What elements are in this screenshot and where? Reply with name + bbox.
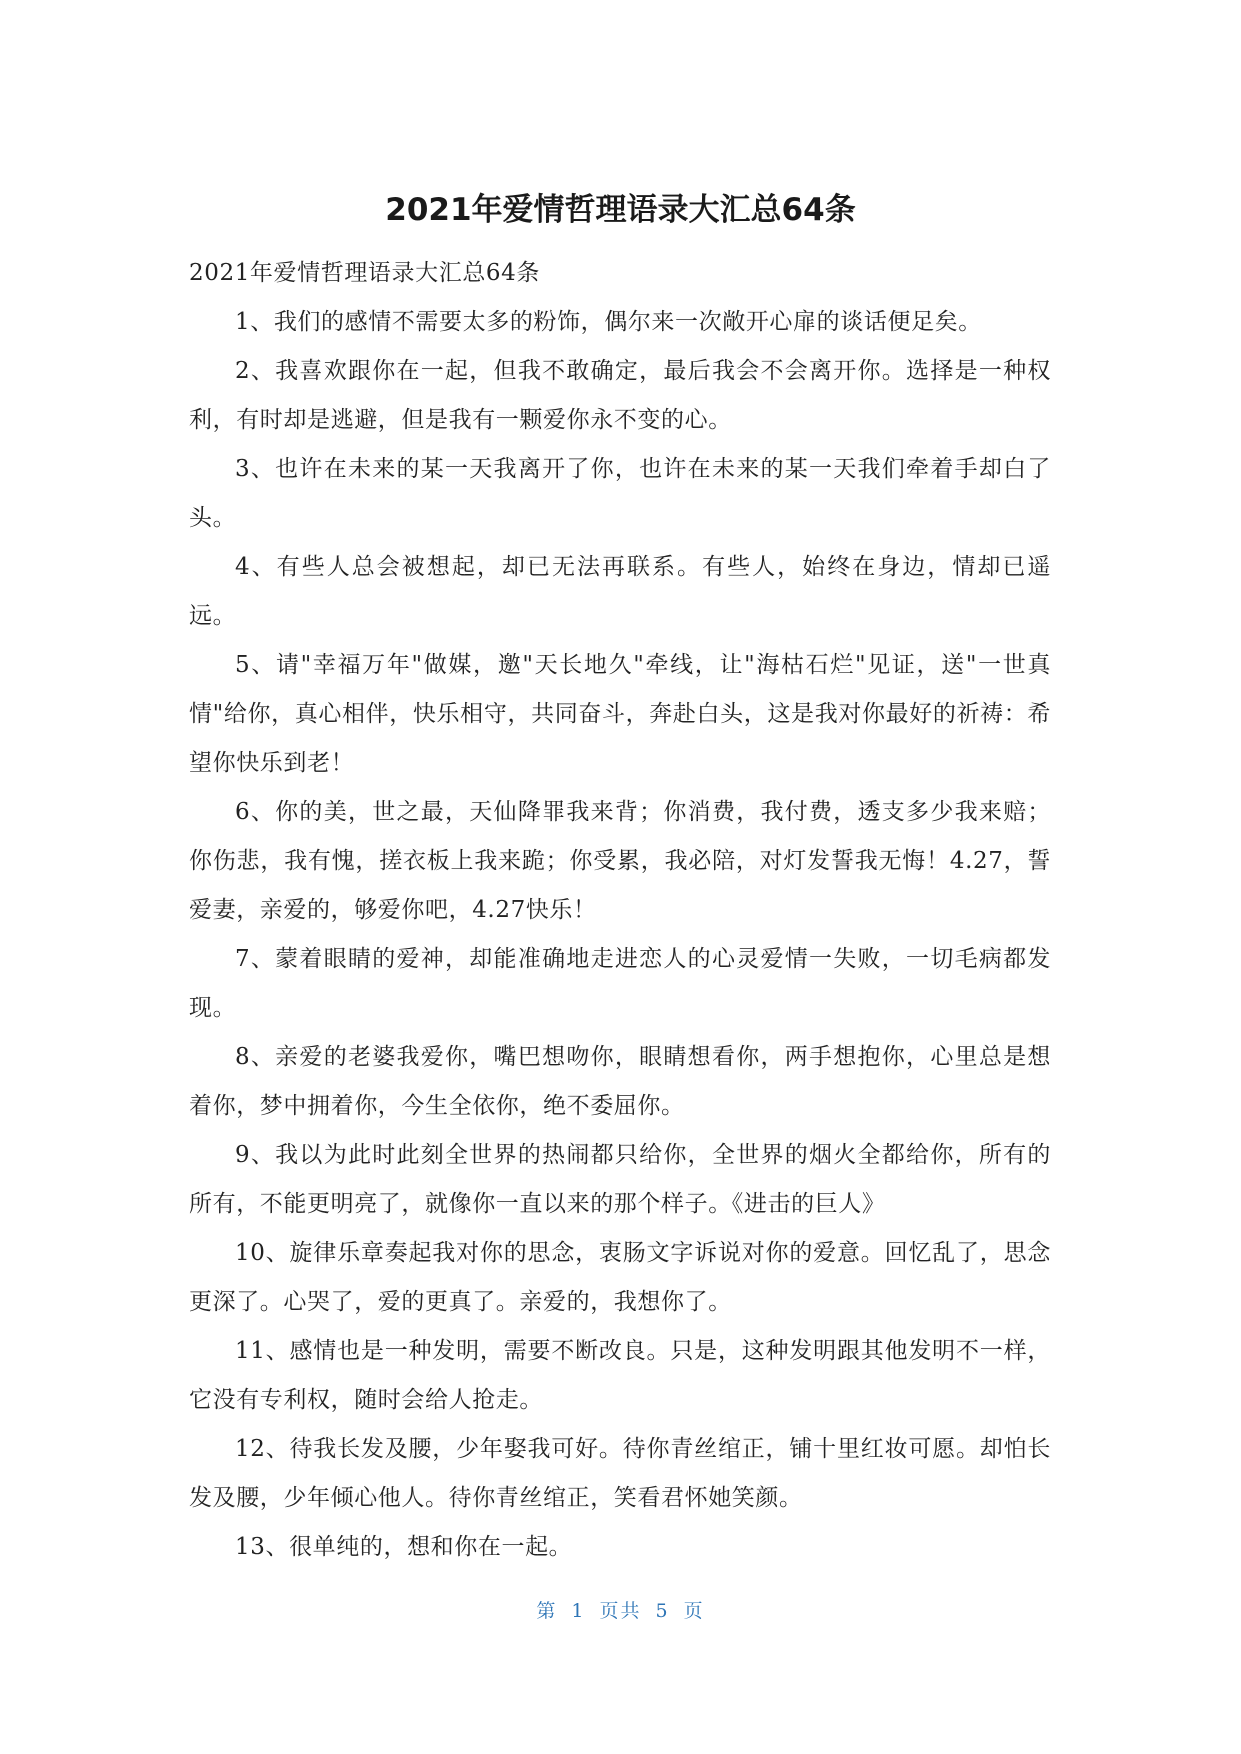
page-label-prefix: 第 [536, 1600, 558, 1622]
paragraph-11: 11、感情也是一种发明，需要不断改良。只是，这种发明跟其他发明不一样，它没有专利权，随时会给人抢走。 [189, 1338, 1051, 1413]
paragraph-5: 5、请"幸福万年"做媒，邀"天长地久"牵线，让"海枯石烂"见证，送"一世真情"给你，真心相伴，快乐相守，共同奋斗，奔赴白头，这是我对你最好的祈祷：希望你快乐到老！ [189, 652, 1051, 776]
document-title: 2021年爱情哲理语录大汇总64条 [385, 192, 856, 228]
paragraph-1: 1、我们的感情不需要太多的粉饰，偶尔来一次敞开心扉的谈话便足矣。 [235, 309, 982, 335]
paragraph-7: 7、蒙着眼睛的爱神，却能准确地走进恋人的心灵爱情一失败，一切毛病都发现。 [189, 946, 1051, 1021]
paragraph-4: 4、有些人总会被想起，却已无法再联系。有些人，始终在身边，情却已遥远。 [189, 554, 1051, 629]
document-body [189, 249, 1051, 1572]
paragraph-9: 9、我以为此时此刻全世界的热闹都只给你，全世界的烟火全都给你，所有的所有，不能更明亮了，就像你一直以来的那个样子。《进击的巨人》 [189, 1142, 1051, 1217]
paragraph-10: 10、旋律乐章奏起我对你的思念，衷肠文字诉说对你的爱意。回忆乱了，思念更深了。心哭了，爱的更真了。亲爱的，我想你了。 [189, 1240, 1051, 1315]
page-label-mid: 页共 [599, 1600, 642, 1622]
document-subtitle: 2021年爱情哲理语录大汇总64条 [189, 260, 540, 286]
current-page-number: 1 [571, 1600, 586, 1622]
page-footer [0, 1598, 1241, 1624]
paragraph-8: 8、亲爱的老婆我爱你，嘴巴想吻你，眼睛想看你，两手想抱你，心里总是想着你，梦中拥着你，今生全依你，绝不委屈你。 [189, 1044, 1051, 1119]
page-label-suffix: 页 [683, 1600, 705, 1622]
paragraph-13: 13、很单纯的，想和你在一起。 [235, 1534, 573, 1560]
paragraph-12: 12、待我长发及腰，少年娶我可好。待你青丝绾正，铺十里红妆可愿。却怕长发及腰，少年倾心他人。待你青丝绾正，笑看君怀她笑颜。 [189, 1436, 1051, 1511]
total-pages-number: 5 [655, 1600, 670, 1622]
paragraph-6: 6、你的美，世之最，天仙降罪我来背；你消费，我付费，透支多少我来赔；你伤悲，我有愧，搓衣板上我来跪；你受累，我必陪，对灯发誓我无悔！4.27，誓爱妻，亲爱的，够爱你吧，4.27快乐！ [189, 799, 1051, 923]
paragraph-2: 2、我喜欢跟你在一起，但我不敢确定，最后我会不会离开你。选择是一种权利，有时却是逃避，但是我有一颗爱你永不变的心。 [189, 358, 1051, 433]
paragraph-3: 3、也许在未来的某一天我离开了你，也许在未来的某一天我们牵着手却白了头。 [189, 456, 1051, 531]
